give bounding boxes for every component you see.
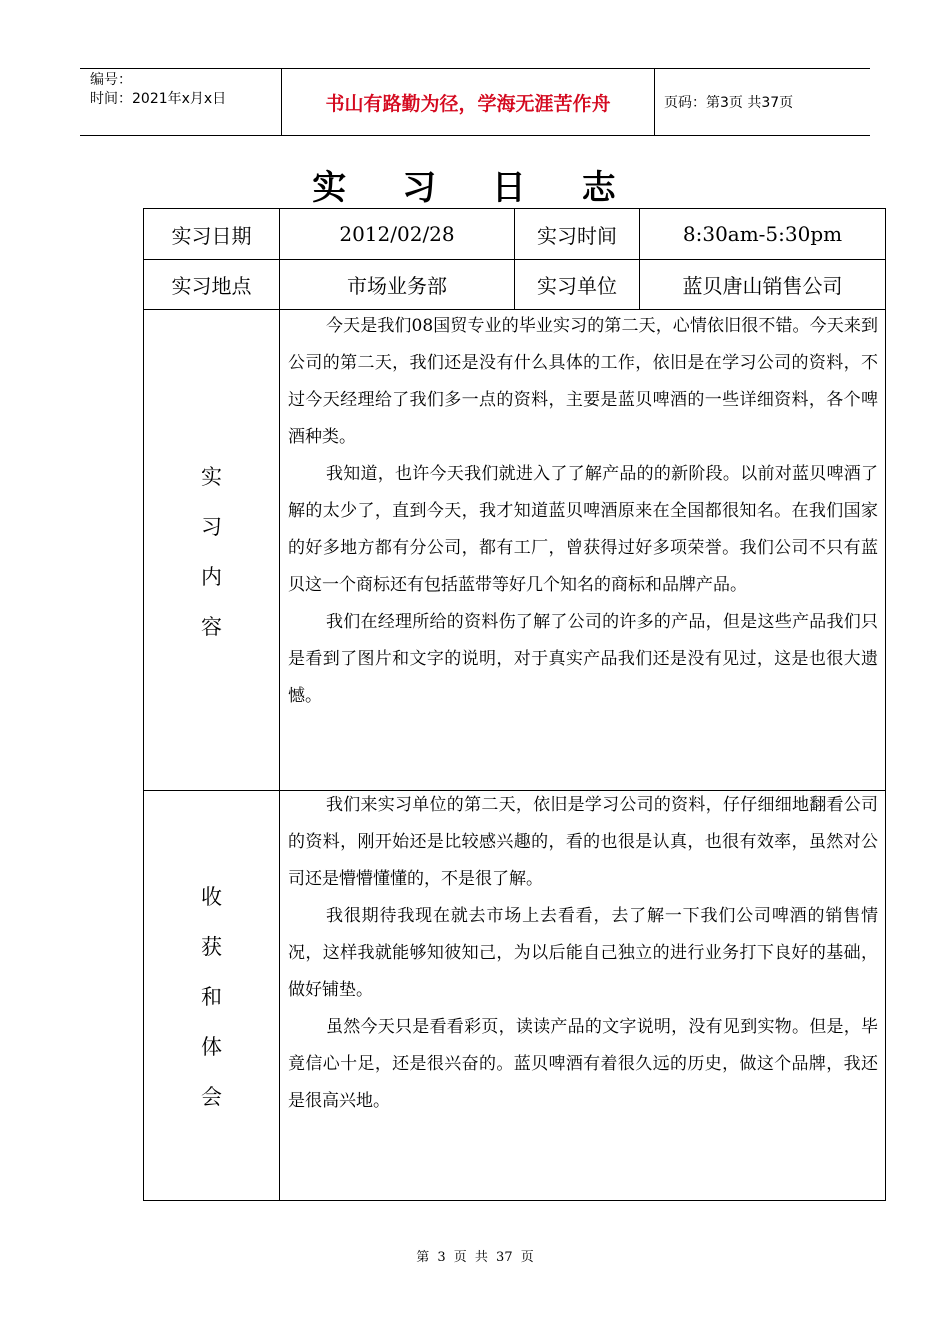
place-label: 实习地点: [171, 274, 252, 298]
label-char: 和: [201, 985, 222, 1009]
page-footer: 第 3 页 共 37 页: [416, 1250, 534, 1265]
label-char: 获: [201, 935, 222, 959]
header-page-info: 页码：第3页 共37页: [664, 95, 794, 111]
gains-paragraph: 虽然今天只是看看彩页，读读产品的文字说明，没有见到实物。但是，毕竟信心十足，还是很兴奋的。蓝贝啤酒有着很久远的历史，做这个品牌，我还是很高兴地。: [288, 1017, 878, 1111]
content-paragraph: 今天是我们08国贸专业的毕业实习的第二天，心情依旧很不错。今天来到公司的第二天，我们还是没有什么具体的工作，依旧是在学习公司的资料，不过今天经理给了我们多一点的资料，主要是蓝贝啤酒的一些详细资料，各个啤酒种类。: [288, 316, 878, 447]
label-char: 体: [201, 1035, 222, 1059]
place-value: 市场业务部: [347, 274, 447, 298]
date-label: 实习日期: [171, 223, 252, 248]
label-char: 习: [201, 515, 222, 539]
content-section-label: [144, 452, 279, 652]
time-value: 8:30am-5:30pm: [682, 222, 843, 246]
time-label: 时间：2021年x月x日: [90, 91, 227, 107]
gains-section-label: [144, 872, 279, 1122]
gains-text: [288, 787, 878, 1120]
content-text: [288, 308, 878, 715]
label-char: 会: [201, 1085, 222, 1109]
label-char: 内: [201, 565, 222, 589]
content-paragraph: 我们在经理所给的资料伤了解了公司的许多的产品，但是这些产品我们只是看到了图片和文字的说明，对于真实产品我们还是没有见过，这是也很大遗憾。: [288, 612, 878, 706]
header-motto: 书山有路勤为径，学海无涯苦作舟: [325, 92, 611, 115]
gains-paragraph: 我们来实习单位的第二天，依旧是学习公司的资料，仔仔细细地翻看公司的资料，刚开始还是比较感兴趣的，看的也很是认真，也很有效率，虽然对公司还是懵懵懂懂的，不是很了解。: [288, 795, 878, 889]
page-header: [80, 68, 870, 136]
label-char: 实: [201, 465, 222, 489]
content-paragraph: 我知道，也许今天我们就进入了了解产品的的新阶段。以前对蓝贝啤酒了解的太少了，直到今天，我才知道蓝贝啤酒原来在全国都很知名。在我们国家的好多地方都有分公司，都有工厂，曾获得过好多项荣誉。我们公司不只有蓝贝这一个商标还有包括蓝带等好几个知名的商标和品牌产品。: [288, 464, 878, 595]
label-char: 容: [201, 615, 222, 639]
table-col-divider: [279, 209, 280, 1200]
date-value: 2012/02/28: [339, 222, 455, 246]
gains-paragraph: 我很期待我现在就去市场上去看看，去了解一下我们公司啤酒的销售情况，这样我就能够知彼知己，为以后能自己独立的进行业务打下良好的基础，做好铺垫。: [288, 906, 878, 1000]
time-label: 实习时间: [537, 223, 617, 248]
unit-label: 实习单位: [537, 274, 617, 298]
header-meta: [90, 71, 280, 109]
unit-value: 蓝贝唐山销售公司: [682, 274, 843, 298]
label-char: 收: [201, 885, 222, 909]
internship-log-table: [143, 208, 886, 1201]
header-divider: [654, 68, 655, 136]
page-title: 实 习 日 志: [312, 168, 638, 208]
number-label: 编号：: [90, 72, 132, 88]
